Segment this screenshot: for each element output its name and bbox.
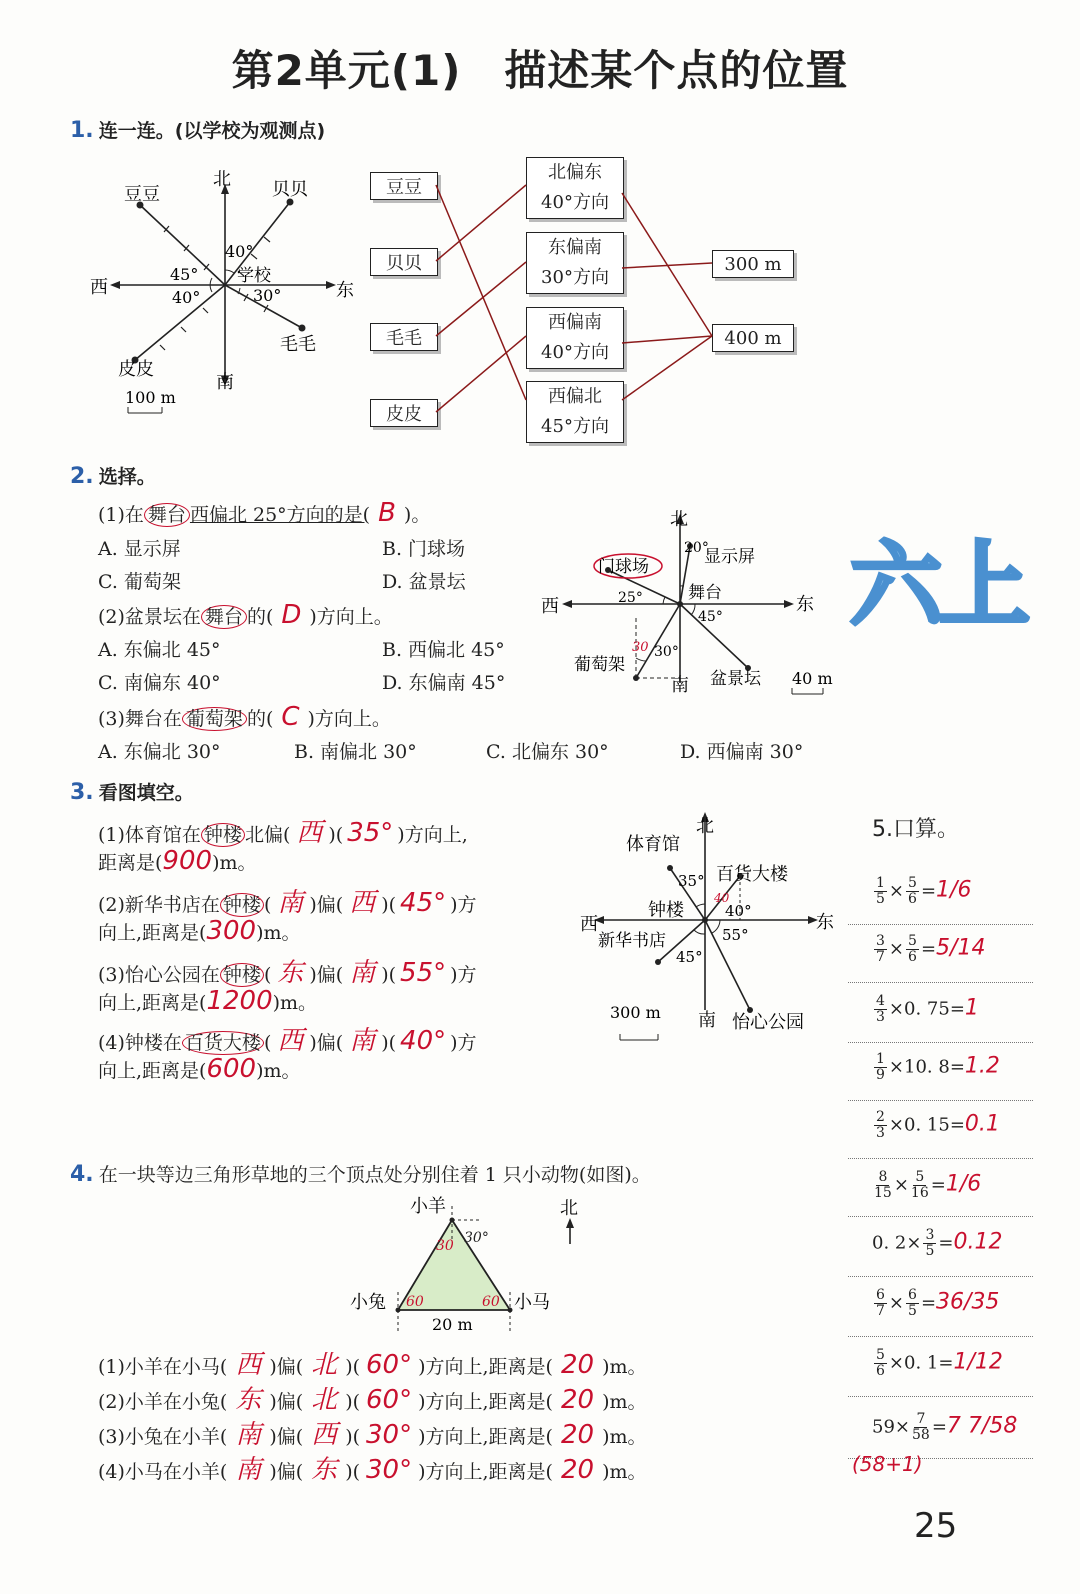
q5-8-n1: 5 [876,1347,885,1363]
q3-ans-4c[interactable]: 40° [400,1026,447,1056]
q2-sub2-option-a[interactable]: A. 东偏北 45° [98,639,221,661]
q5-0-d1: 5 [876,891,885,907]
q5-5-answer[interactable]: 1/6 [945,1171,982,1197]
q2-number: 2. [70,464,94,489]
q3-l3g: )m。 [272,992,318,1014]
q2-sub1-end: )。 [403,504,431,526]
q4-0-ans4[interactable]: 20 [560,1350,595,1380]
q4-0-e: )m。 [602,1356,647,1378]
q4-2-e: )m。 [602,1426,647,1448]
q4-0-d: )方向上,距离是( [418,1356,553,1378]
q4-0-a: (1)小羊在小马( [98,1356,228,1378]
q3-ans-2c[interactable]: 45° [400,888,447,918]
q5-8-d1: 6 [876,1363,885,1379]
q4-rabbit-label: 小兔 [350,1292,386,1313]
q4-1-ans1[interactable]: 东 [235,1385,262,1415]
q2-angle-45: 45° [698,609,723,625]
q5-7-n1: 6 [876,1287,885,1303]
q3-department-store-label: 百货大楼 [716,864,788,885]
q1-direction-3-line1: 西偏北 [548,386,602,407]
q1-compass-diagram [80,170,380,430]
q2-sub2-option-c[interactable]: C. 南偏东 40° [98,672,221,694]
q5-item-5 [872,1170,981,1201]
q2-gateball-label: 门球场 [598,557,649,577]
q2-sub2-stem-b: 的( [246,606,274,628]
q2-stage-label: 舞台 [688,583,722,603]
q3-l4c: )偏( [309,1032,344,1054]
q4-1-ans4[interactable]: 20 [560,1385,595,1415]
q4-side-length: 20 m [432,1315,473,1334]
q3-l2-circled: 钟楼 [220,893,264,917]
page-title: 第2单元(1) 描述某个点的位置 [231,46,849,95]
q1-matching-lines [430,160,730,440]
q5-8-eq: = [938,1352,954,1374]
q3-angle-40: 40° [725,902,752,920]
q2-west-label: 西 [541,596,559,617]
q4-3-d: )方向上,距离是( [418,1461,553,1483]
q3-instruction: 看图填空。 [98,782,194,804]
q5-item-9 [872,1412,1017,1443]
q5-8-op: ×0. 1 [888,1352,939,1374]
q3-line1 [98,812,468,849]
q4-2-b: )偏( [269,1426,304,1448]
q1-direction-1-line1: 东偏南 [548,237,602,258]
q1-west-label: 西 [90,277,108,298]
q4-triangle-diagram [340,1192,600,1342]
q4-hw-60-b: 60 [482,1294,500,1310]
q2-handwritten-30: 30 [632,640,649,655]
q3-number: 3. [70,780,94,805]
q5-5-d1: 15 [874,1185,892,1201]
q3-l1-circled: 钟楼 [201,823,245,847]
q2-south-label: 南 [671,675,689,696]
q5-6-answer[interactable]: 0.12 [953,1229,1003,1255]
q3-l4-circled: 百货大楼 [182,1031,264,1055]
q1-school-label: 学校 [237,266,271,286]
q5-3-eq: = [949,1056,965,1078]
q4-1-ans2[interactable]: 北 [311,1385,338,1415]
q5-6-pre: 0. 2× [872,1232,922,1254]
q5-divider-3 [848,1100,1033,1101]
q3-ans-3a[interactable]: 东 [277,958,304,988]
q5-divider-6 [848,1276,1033,1277]
q2-sub3-circled: 葡萄架 [182,707,247,731]
q2-sub3-option-c[interactable]: C. 北偏东 30° [486,741,609,763]
q3-ans-2b[interactable]: 西 [349,888,376,918]
q5-5-n2: 5 [915,1169,925,1185]
q5-0-op: × [888,880,905,902]
q3-l3f: 向上,距离是( [98,992,207,1014]
q5-item-3 [872,1052,1000,1083]
q2-sub2-option-b[interactable]: B. 西偏北 45° [382,639,505,661]
q5-5-n1: 8 [878,1169,888,1185]
q5-1-op: × [888,938,905,960]
q5-7-op: × [888,1292,905,1314]
q5-7-d1: 7 [876,1303,885,1319]
q1-direction-3-line2: 45°方向 [541,416,609,437]
q2-sub1-stem-a: (1)在 [98,504,144,526]
q5-2-d1: 3 [876,1009,885,1025]
q2-sub1-circled: 舞台 [144,503,190,527]
q3-l1a: (1)体育馆在 [98,824,201,846]
q2-sub1-stem [98,498,430,528]
q2-scale-label: 40 m [792,669,833,688]
q2-sub1-option-c[interactable]: C. 葡萄架 [98,571,181,593]
q3-south-label: 南 [698,1010,716,1031]
q5-item-6 [872,1228,1002,1259]
q3-handwritten-40: 40 [714,891,730,905]
q3-line4-cont [98,1054,301,1084]
q3-l1c: )( [328,824,344,846]
q1-number: 1. [70,118,94,143]
q3-l1f: )m。 [212,852,257,874]
q5-4-d1: 3 [876,1125,885,1141]
q4-3-ans3[interactable]: 30° [366,1455,413,1485]
q5-8-answer[interactable]: 1/12 [953,1349,1003,1375]
q3-scale-label: 300 m [610,1003,661,1022]
q2-sub2-end: )方向上。 [309,606,393,628]
q5-0-n1: 1 [876,875,885,891]
q5-1-n2: 5 [908,933,917,949]
q1-distance-box-1[interactable]: 400 m [712,324,794,352]
q2-map-diagram [538,508,848,703]
q3-l3-circled: 钟楼 [220,963,264,987]
q5-divider-5 [848,1216,1033,1217]
q2-sub3-option-b[interactable]: B. 南偏北 30° [294,741,417,763]
q4-2-c: )( [345,1426,361,1448]
q5-2-op: ×0. 75 [888,998,950,1020]
q5-divider-7 [848,1336,1033,1337]
q4-north-label: 北 [560,1198,578,1219]
q3-north-label: 北 [696,816,714,837]
q5-2-eq: = [949,998,965,1020]
q3-l3b: ( [263,964,272,986]
q1-angle-45: 45° [170,265,199,284]
q3-l4f: 向上,距离是( [98,1060,207,1082]
q1-scale-label: 100 m [125,388,176,407]
q4-1-b: )偏( [269,1391,304,1413]
q5-handwritten-note: (58+1) [852,1452,923,1476]
q1-name-box-3[interactable]: 皮皮 [370,399,438,427]
q5-6-d1: 5 [925,1243,935,1259]
q2-bonsai-label: 盆景坛 [710,669,761,689]
q4-0-b: )偏( [269,1356,304,1378]
q5-4-n1: 2 [876,1109,885,1125]
q3-l4e: )方 [450,1032,477,1054]
q1-south-label: 南 [216,372,234,393]
q1-angle-30: 30° [253,286,282,305]
q3-bell-tower-label: 钟楼 [648,900,684,921]
q5-9-n1: 7 [916,1411,926,1427]
q3-angle-45: 45° [676,948,703,966]
q4-horse-label: 小马 [514,1292,550,1313]
q2-sub3-answer[interactable]: C [281,702,300,732]
q5-2-answer[interactable]: 1 [964,995,979,1021]
q3-l4g: )m。 [256,1060,301,1082]
q4-hw-60-a: 60 [406,1294,424,1310]
q5-3-d1: 9 [876,1067,885,1083]
q1-east-label: 东 [336,280,354,301]
q5-divider-0 [848,924,1033,925]
q4-hw-30-b: 30° [464,1230,489,1246]
q4-row-2 [98,1414,647,1451]
q5-item-8 [872,1348,1003,1379]
q4-1-e: )m。 [602,1391,647,1413]
q3-angle-55: 55° [722,926,749,944]
q4-sheep-label: 小羊 [410,1196,446,1217]
q2-sub1-option-a[interactable]: A. 显示屏 [98,538,181,560]
q5-divider-1 [848,982,1033,983]
q1-name-box-1[interactable]: 贝贝 [370,248,438,276]
q4-3-ans4[interactable]: 20 [560,1455,595,1485]
q4-1-c: )( [345,1391,361,1413]
q4-3-a: (4)小马在小羊( [98,1461,228,1483]
q4-row-3 [98,1449,647,1486]
q3-line2-cont [98,916,301,946]
q3-yixin-park-label: 怡心公园 [732,1012,804,1033]
q1-angle-40: 40° [172,288,201,307]
q3-l1b: 北偏( [244,824,291,846]
q5-0-n2: 5 [908,875,917,891]
q3-ans-1b[interactable]: 35° [347,818,394,848]
q4-0-c: )( [345,1356,361,1378]
q2-instruction: 选择。 [98,466,156,488]
q4-2-ans3[interactable]: 30° [366,1420,413,1450]
q3-l1e: 距离是( [98,852,163,874]
q1-instruction: 连一连。(以学校为观测点) [98,120,326,142]
q3-l2d: )( [381,894,397,916]
q3-gym-label: 体育馆 [626,834,680,855]
q5-5-eq: = [930,1174,946,1196]
q5-5-op: × [893,1174,909,1196]
q2-sub1-option-d[interactable]: D. 盆景坛 [382,571,466,593]
q2-sub3-stem-a: (3)舞台在 [98,708,182,730]
q5-item-4 [872,1110,1000,1141]
q2-sub3-option-a[interactable]: A. 东偏北 30° [98,741,221,763]
q3-east-label: 东 [816,912,834,933]
q5-item-0 [872,876,971,907]
q5-1-d2: 6 [908,949,917,965]
q2-sub1-option-b[interactable]: B. 门球场 [382,538,466,560]
q4-0-ans3[interactable]: 60° [366,1350,413,1380]
q3-line4 [98,1020,477,1057]
q2-angle-25: 25° [618,590,643,606]
q3-l2g: )m。 [256,922,301,944]
q3-l4d: )( [381,1032,397,1054]
q3-ans-3c[interactable]: 55° [400,958,447,988]
q3-l2f: 向上,距离是( [98,922,207,944]
q1-direction-2-line2: 40°方向 [541,342,609,363]
q1-name-box-0[interactable]: 豆豆 [370,172,438,200]
q3-ans-4b[interactable]: 南 [349,1026,376,1056]
q2-grape-trellis-label: 葡萄架 [574,655,625,675]
q5-7-eq: = [920,1292,937,1314]
q3-l2c: )偏( [309,894,344,916]
q5-6-eq: = [938,1232,954,1254]
q2-display-screen-label: 显示屏 [704,547,755,567]
q5-1-n1: 3 [876,933,885,949]
q3-l4a: (4)钟楼在 [98,1032,182,1054]
sticker-grade-label: 六上 [850,532,1027,639]
q4-1-ans3[interactable]: 60° [366,1385,413,1415]
q3-l3e: )方 [450,964,477,986]
q5-0-frac2 [906,876,919,907]
q3-l2e: )方 [450,894,477,916]
q3-west-label: 西 [580,914,598,935]
q4-2-a: (3)小兔在小羊( [98,1426,228,1448]
q3-heading [70,778,194,805]
q2-sub2-circled: 舞台 [201,605,247,629]
q5-4-eq: = [949,1114,965,1136]
q2-heading [70,462,156,489]
q4-1-d: )方向上,距离是( [418,1391,553,1413]
q2-sub2-stem-a: (2)盆景坛在 [98,606,201,628]
q4-3-b: )偏( [269,1461,304,1483]
q1-angle-40-top: 40° [225,242,254,261]
q3-ans-2d[interactable]: 300 [206,916,257,946]
q5-1-answer[interactable]: 5/14 [936,935,986,961]
q4-3-c: )( [345,1461,361,1483]
q1-beibei-label: 贝贝 [272,179,308,200]
q4-instruction: 在一块等边三角形草地的三个顶点处分别住着 1 只小动物(如图)。 [98,1164,651,1186]
q5-9-d1: 58 [912,1427,930,1443]
page-number: 25 [914,1506,958,1546]
q4-3-ans1[interactable]: 南 [235,1455,262,1485]
q4-0-ans2[interactable]: 北 [311,1350,338,1380]
q5-7-n2: 6 [908,1287,917,1303]
q3-ans-4a[interactable]: 西 [277,1026,304,1056]
q4-number: 4. [70,1162,94,1187]
q5-1-d1: 7 [876,949,885,965]
q4-2-ans1[interactable]: 南 [235,1420,262,1450]
q5-divider-4 [848,1158,1033,1159]
q2-sub2-option-d[interactable]: D. 东偏南 45° [382,672,506,694]
q1-name-box-2[interactable]: 毛毛 [370,323,438,351]
q3-l4b: ( [263,1032,272,1054]
q4-hw-30-a: 30 [436,1238,454,1254]
q2-sub3-stem [98,702,391,732]
q1-direction-1-line2: 30°方向 [541,267,609,288]
q5-9-eq: = [931,1416,947,1438]
q5-9-answer[interactable]: 7 7/58 [946,1413,1018,1439]
q4-2-ans2[interactable]: 西 [311,1420,338,1450]
q3-ans-3d[interactable]: 1200 [206,986,273,1016]
q2-angle-30-b: 30° [654,644,679,660]
q2-sub3-option-d[interactable]: D. 西偏南 30° [680,741,804,763]
q3-ans-2a[interactable]: 南 [277,888,304,918]
q3-l2a: (2)新华书店在 [98,894,220,916]
q5-0-d2: 6 [908,891,917,907]
q2-east-label: 东 [796,594,814,615]
q3-ans-1c[interactable]: 900 [162,846,213,876]
q1-direction-2-line1: 西偏南 [548,312,602,333]
q4-1-a: (2)小羊在小兔( [98,1391,228,1413]
q3-line1-cont [98,846,257,876]
q4-2-ans4[interactable]: 20 [560,1420,595,1450]
q3-ans-3b[interactable]: 南 [349,958,376,988]
q3-ans-1a[interactable]: 西 [296,818,323,848]
q1-maomao-label: 毛毛 [280,334,316,355]
q2-sub3-end: )方向上。 [307,708,391,730]
q5-divider-8 [848,1396,1033,1397]
q4-3-ans2[interactable]: 东 [311,1455,338,1485]
q1-north-label: 北 [213,170,231,190]
q5-3-op: ×10. 8 [888,1056,950,1078]
q2-sub1-answer[interactable]: B [378,498,396,528]
q3-xinhua-bookstore-label: 新华书店 [598,931,666,951]
q5-0-answer[interactable]: 1/6 [936,877,972,903]
q2-sub1-stem-b: 西偏北 25°方向的是( [189,504,371,526]
q5-6-n1: 3 [925,1227,935,1243]
q5-9-pre: 59× [872,1416,910,1438]
q5-item-2 [872,994,979,1025]
q3-map-diagram [580,810,842,1050]
q5-heading: 5.口算。 [872,817,959,842]
q2-sub3-stem-b: 的( [246,708,274,730]
q3-line3 [98,952,477,989]
q3-l3a: (3)怡心公园在 [98,964,220,986]
q1-doudou-label: 豆豆 [124,184,160,205]
q3-line2 [98,882,477,919]
q2-north-label: 北 [670,509,688,530]
q3-ans-4d[interactable]: 600 [206,1054,257,1084]
q1-pipi-label: 皮皮 [118,359,154,380]
q5-divider-2 [848,1042,1033,1043]
q5-4-op: ×0. 15 [888,1114,950,1136]
q2-sub2-answer[interactable]: D [281,600,302,630]
q5-3-n1: 1 [876,1051,885,1067]
q3-l3c: )偏( [309,964,344,986]
q5-7-answer[interactable]: 36/35 [936,1289,1000,1315]
q1-direction-0-line2: 40°方向 [541,192,609,213]
q3-l1d: )方向上, [397,824,468,846]
q4-0-ans1[interactable]: 西 [235,1350,262,1380]
q3-l2b: ( [263,894,272,916]
q5-2-n1: 4 [876,993,885,1009]
q2-sub2-stem [98,600,393,630]
q5-3-answer[interactable]: 1.2 [964,1053,1000,1079]
q5-item-1 [872,934,985,965]
q4-row-0 [98,1344,647,1381]
q4-heading [70,1160,651,1187]
q5-5-d2: 16 [910,1185,929,1201]
q3-angle-35: 35° [678,872,705,890]
q3-line3-cont [98,986,317,1016]
q5-0-frac1 [874,876,887,907]
q4-2-d: )方向上,距离是( [418,1426,553,1448]
q3-l3d: )( [381,964,397,986]
q2-angle-20: 20° [684,540,709,556]
q5-7-d2: 5 [908,1303,917,1319]
q5-4-answer[interactable]: 0.1 [964,1111,1000,1137]
q1-direction-0-line1: 北偏东 [548,162,602,183]
q5-1-eq: = [920,938,937,960]
q4-row-1 [98,1379,647,1416]
q1-distance-box-0[interactable]: 300 m [712,250,794,278]
q1-heading [70,116,325,143]
q4-3-e: )m。 [602,1461,647,1483]
q5-item-7 [872,1288,999,1319]
q5-0-eq: = [920,880,937,902]
